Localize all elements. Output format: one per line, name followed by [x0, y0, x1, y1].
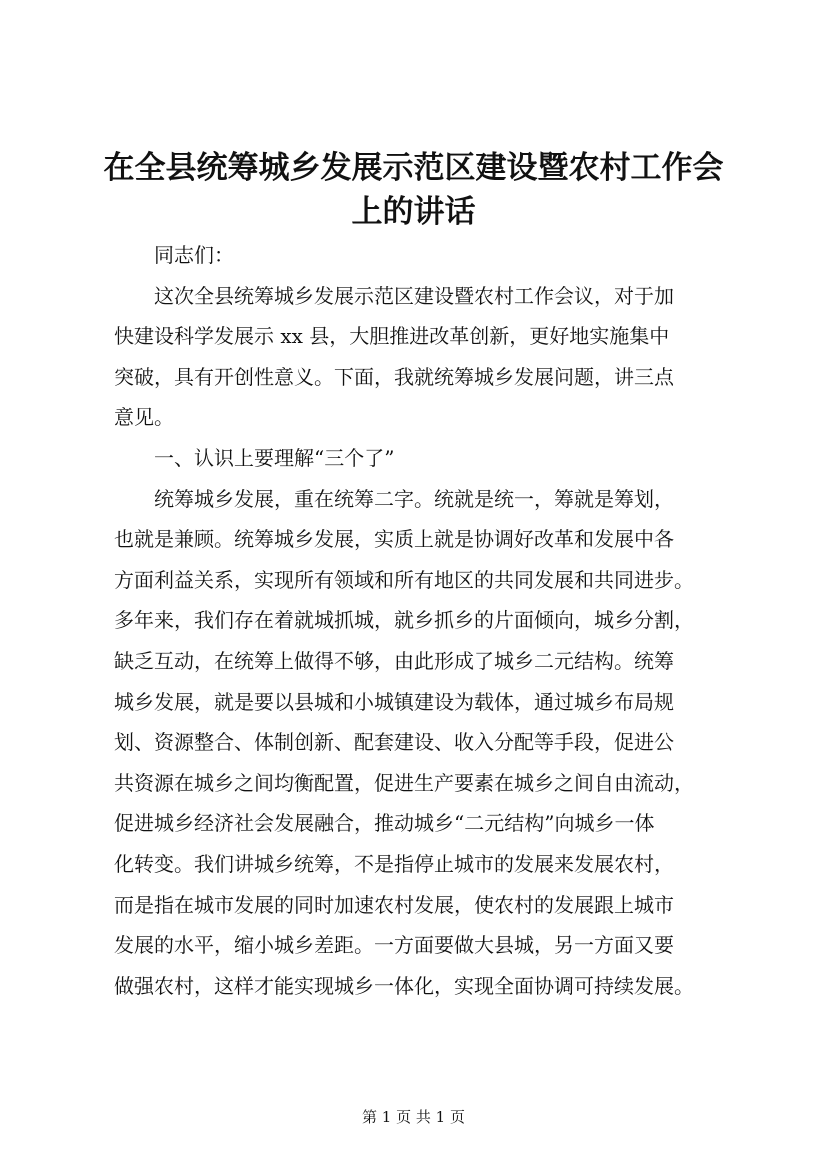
title-line: 上的讲话 — [351, 194, 476, 230]
title-line: 在全县统筹城乡发展示范区建设暨农村工作会 — [103, 150, 724, 186]
text-line: 促进城乡经济社会发展融合，推动城乡“二元结构”向城乡一体 — [114, 811, 655, 836]
text-line: 共资源在城乡之间均衡配置，促进生产要素在城乡之间自由流动， — [114, 770, 694, 795]
paragraph-section1 — [114, 479, 738, 1007]
paragraph-intro — [114, 276, 738, 438]
text-line: 统筹城乡发展，重在统筹二字。统就是统一，筹就是筹划， — [154, 486, 674, 511]
text-line: 而是指在城市发展的同时加速农村发展，使农村的发展跟上城市 — [114, 892, 674, 917]
text-line: 也就是兼顾。统筹城乡发展，实质上就是协调好改革和发展中各 — [114, 527, 674, 552]
text-line: 发展的水平，缩小城乡差距。一方面要做大县城，另一方面又要 — [114, 933, 674, 958]
document-body — [114, 235, 738, 1006]
section-heading: 一、认识上要理解“三个了” — [154, 445, 395, 470]
text-line: 这次全县统筹城乡发展示范区建设暨农村工作会议，对于加 — [154, 283, 674, 308]
page-footer: 第 1 页 共 1 页 — [362, 1108, 465, 1126]
text-line: 城乡发展，就是要以县城和小城镇建设为载体，通过城乡布局规 — [114, 689, 674, 714]
text-line: 做强农村，这样才能实现城乡一体化，实现全面协调可持续发展。 — [114, 973, 694, 998]
salutation: 同志们： — [154, 243, 234, 267]
text-line: 划、资源整合、体制创新、配套建设、收入分配等手段，促进公 — [114, 730, 674, 755]
text-line: 方面利益关系，实现所有领域和所有地区的共同发展和共同进步。 — [114, 567, 694, 592]
text-line: 缺乏互动，在统筹上做得不够，由此形成了城乡二元结构。统筹 — [114, 648, 674, 673]
text-line: 意见。 — [114, 405, 174, 430]
text-line: 快建设科学发展示 xx 县，大胆推进改革创新，更好地实施集中 — [114, 324, 670, 349]
text-line: 突破，具有开创性意义。下面，我就统筹城乡发展问题，讲三点 — [114, 364, 674, 389]
text-line: 化转变。我们讲城乡统筹，不是指停止城市的发展来发展农村， — [114, 851, 674, 876]
text-line: 多年来，我们存在着就城抓城，就乡抓乡的片面倾向，城乡分割， — [114, 608, 694, 633]
document-title — [100, 146, 727, 234]
